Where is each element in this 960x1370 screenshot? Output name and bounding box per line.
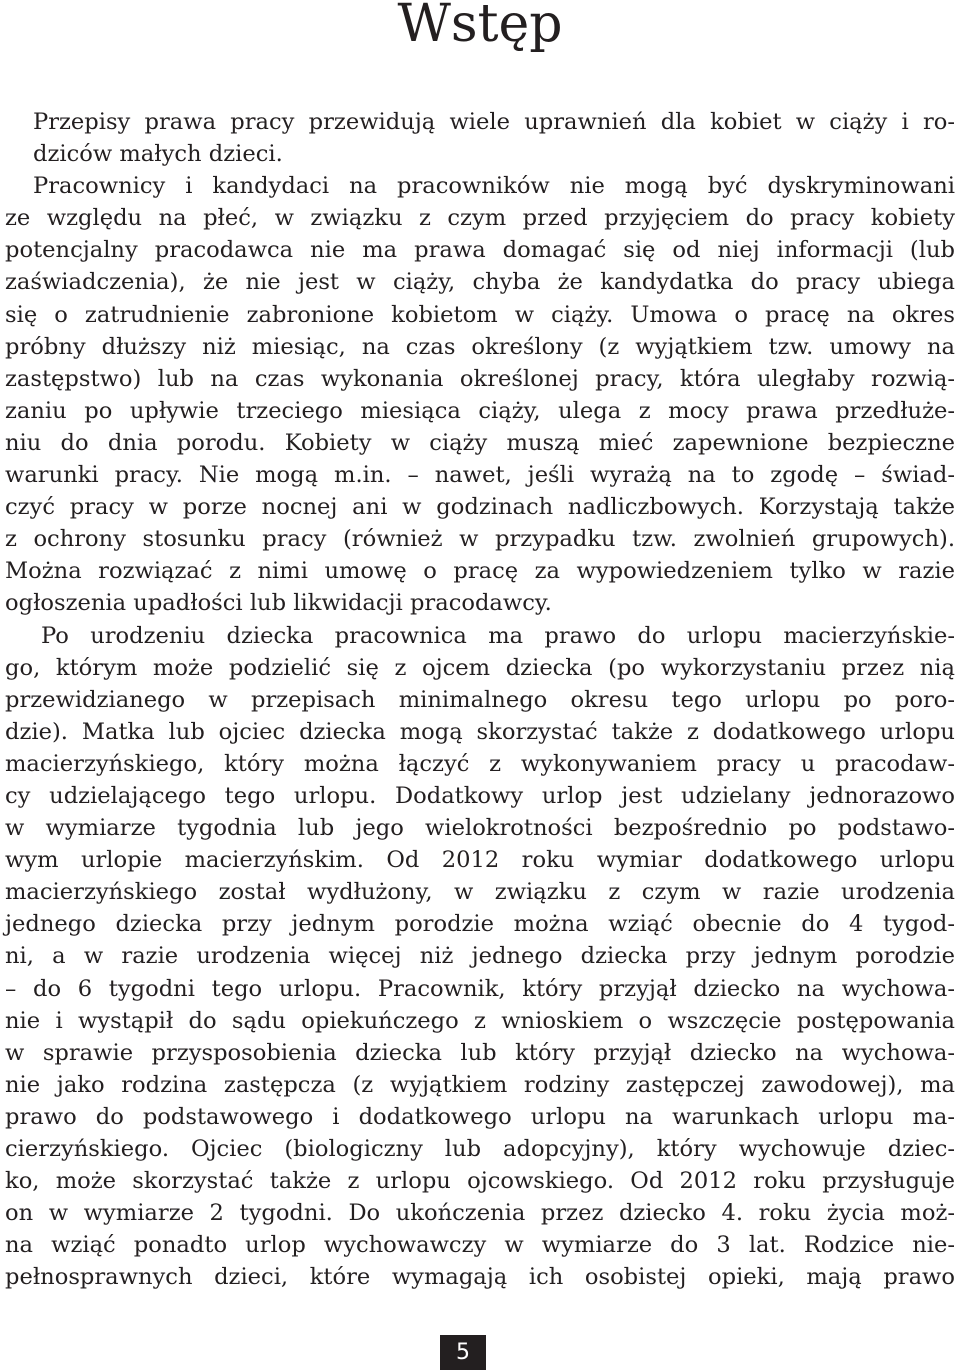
text-line: cy udzielającego tego urlopu. Dodatkowy urlop jest udzielany jednorazowo: [5, 782, 955, 809]
text-line: w wymiarze tygodnia lub jego wielokrotności bezpośrednio po podstawo-: [5, 815, 955, 842]
text-line: się o zatrudnienie zabronione kobietom w ciąży. Umowa o pracę na okres: [5, 301, 955, 328]
text-line: Pracownicy i kandydaci na pracowników nie mogą być dyskryminowani: [33, 173, 955, 200]
text-line: pełnosprawnych dzieci, które wymagają ich osobistej opieki, mają prawo: [5, 1264, 955, 1291]
page-number-badge: 5: [440, 1335, 486, 1370]
body-text: [5, 106, 955, 1293]
text-line: on w wymiarze 2 tygodni. Do ukończenia przez dziecko 4. roku życia moż-: [5, 1200, 955, 1227]
text-line: prawo do podstawowego i dodatkowego urlopu na warunkach urlopu ma-: [5, 1103, 955, 1130]
text-line: ogłoszenia upadłości lub likwidacji pracodawcy.: [5, 590, 552, 617]
text-line: ni, a w razie urodzenia więcej niż jednego dziecka przy jednym porodzie: [5, 943, 955, 970]
text-line: Po urodzeniu dziecka pracownica ma prawo do urlopu macierzyńskie-: [41, 622, 955, 649]
text-line: nie i wystąpił do sądu opiekuńczego z wnioskiem o wszczęcie postępowania: [5, 1007, 955, 1034]
text-line: w sprawie przysposobienia dziecka lub który przyjął dziecko na wychowa-: [5, 1039, 955, 1066]
text-line: cierzyńskiego. Ojciec (biologiczny lub adopcyjny), który wychowuje dziec-: [5, 1136, 955, 1162]
text-line: – do 6 tygodni tego urlopu. Pracownik, który przyjął dziecko na wychowa-: [5, 975, 955, 1002]
text-line: jednego dziecka przy jednym porodzie można wziąć obecnie do 4 tygod-: [5, 911, 955, 938]
text-line: dzie). Matka lub ojciec dziecka mogą skorzystać także z dodatkowego urlopu: [5, 718, 955, 745]
text-line: na wziąć ponadto urlop wychowawczy w wymiarze do 3 lat. Rodzice nie-: [5, 1232, 955, 1259]
text-line: go, którym może podzielić się z ojcem dziecka (po wykorzystaniu przez nią: [5, 654, 955, 681]
text-line: czyć pracy w porze nocnej ani w godzinach nadliczbowych. Korzystają także: [5, 494, 955, 521]
text-line: z ochrony stosunku pracy (również w przypadku tzw. zwolnień grupowych).: [5, 526, 955, 553]
text-line: Przepisy prawa pracy przewidują wiele uprawnień dla kobiet w ciąży i ro-: [33, 109, 955, 135]
text-line: potencjalny pracodawca nie ma prawa domagać się od niej informacji (lub: [5, 237, 955, 264]
text-line: próbny dłuższy niż miesiąc, na czas określony (z wyjątkiem tzw. umowy na: [5, 333, 955, 360]
text-line: zaświadczenia), że nie jest w ciąży, chyba że kandydatka do pracy ubiega: [5, 269, 955, 296]
text-line: macierzyńskiego, który można łączyć z wykonywaniem pracy u pracodaw-: [5, 750, 955, 777]
text-line: przewidzianego w przepisach minimalnego okresu tego urlopu po poro-: [5, 686, 955, 713]
text-line: zaniu po upływie trzeciego miesiąca ciąży, ulega z mocy prawa przedłuże-: [5, 397, 955, 424]
text-line: dziców małych dzieci.: [33, 141, 283, 168]
text-line: Można rozwiązać z nimi umowę o pracę za wypowiedzeniem tylko w razie: [5, 558, 955, 585]
text-line: ko, może skorzystać także z urlopu ojcowskiego. Od 2012 roku przysługuje: [5, 1168, 955, 1195]
text-line: ze względu na płeć, w związku z czym przed przyjęciem do pracy kobiety: [5, 205, 955, 232]
page-title: Wstęp: [397, 0, 563, 54]
text-line: wym urlopie macierzyńskim. Od 2012 roku wymiar dodatkowego urlopu: [5, 847, 955, 874]
text-line: warunki pracy. Nie mogą m.in. – nawet, jeśli wyrażą na to zgodę – świad-: [5, 462, 955, 489]
text-line: macierzyńskiego został wydłużony, w związku z czym w razie urodzenia: [5, 879, 955, 906]
text-line: zastępstwo) lub na czas wykonania określonej pracy, która uległaby rozwią-: [5, 365, 955, 392]
text-line: niu do dnia porodu. Kobiety w ciąży muszą mieć zapewnione bezpieczne: [5, 429, 955, 456]
text-line: nie jako rodzina zastępcza (z wyjątkiem rodziny zastępczej zawodowej), ma: [5, 1071, 955, 1098]
